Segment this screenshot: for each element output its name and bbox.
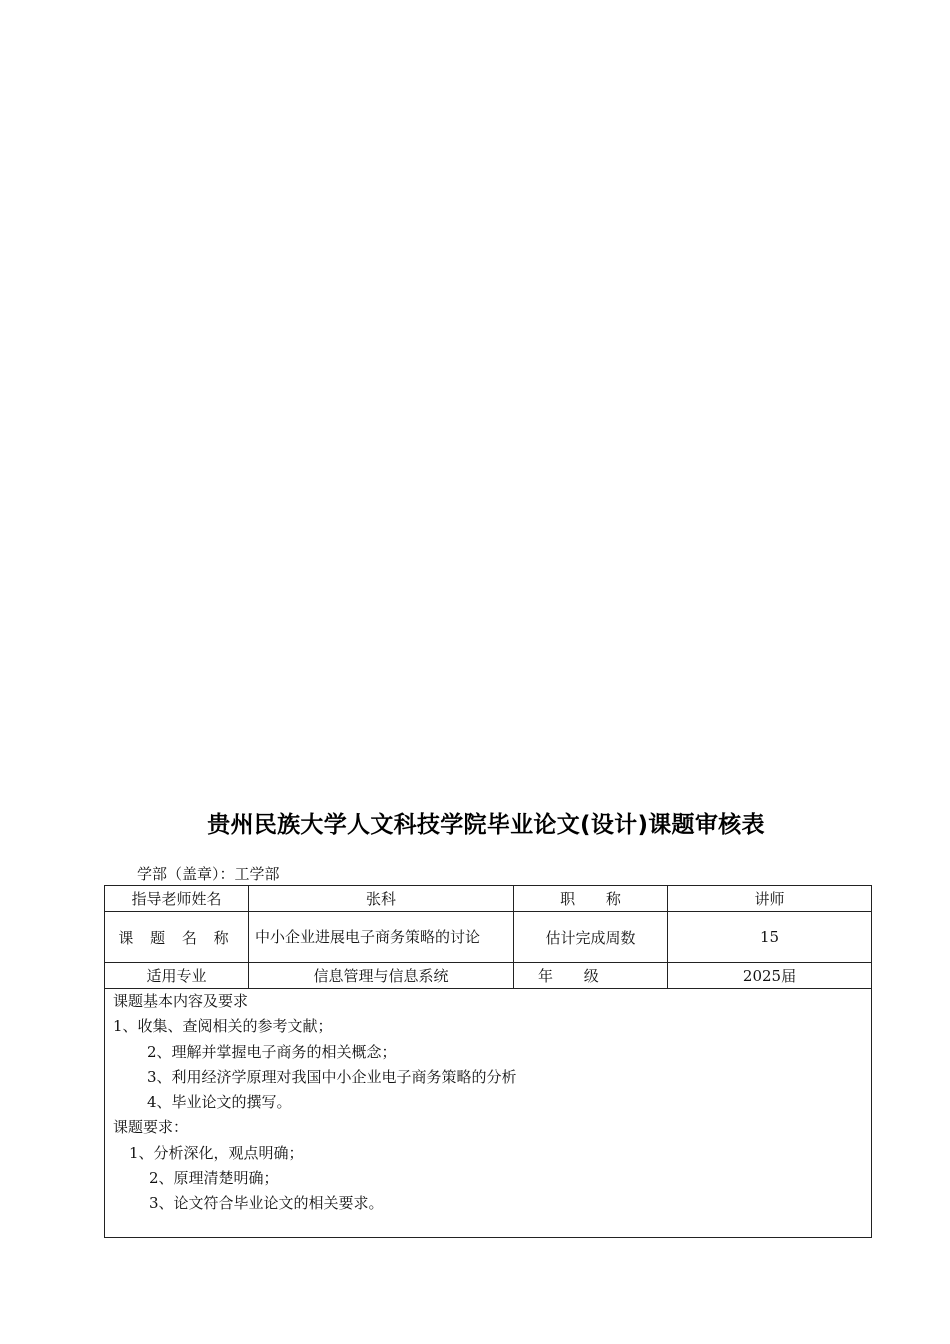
department-line: 学部（盖章）：工学部 — [137, 865, 280, 883]
job-title-label — [514, 886, 668, 912]
content-item: 3、利用经济学原理对我国中小企业电子商务策略的分析 — [147, 1067, 517, 1086]
table-row — [105, 912, 872, 963]
content-heading: 课题基本内容及要求 — [113, 992, 249, 1010]
weeks-value: 15 — [668, 912, 872, 963]
requirements-heading: 课题要求： — [113, 1118, 189, 1137]
requirement-item: 2、原理清楚明确； — [149, 1169, 279, 1188]
content-item: 1、收集、查阅相关的参考文献； — [113, 1017, 333, 1036]
table-row — [105, 963, 872, 989]
content-item: 4、毕业论文的撰写。 — [147, 1093, 292, 1112]
topic-value: 中小企业进展电子商务策略的讨论 — [249, 912, 514, 963]
weeks-label: 估计完成周数 — [514, 912, 668, 963]
table-row — [105, 886, 872, 912]
job-title-value: 讲师 — [668, 886, 872, 912]
document-title: 贵州民族大学人文科技学院毕业论文(设计)课题审核表 — [207, 812, 765, 838]
job-title-label-text: 职 称 — [560, 890, 621, 908]
topic-label-text: 课 题 名 称 — [118, 928, 235, 947]
requirement-item: 3、论文符合毕业论文的相关要求。 — [149, 1194, 384, 1213]
topic-label — [105, 912, 249, 963]
review-table — [104, 885, 872, 1238]
grade-value: 2025届 — [668, 963, 872, 989]
major-label: 适用专业 — [105, 963, 249, 989]
content-cell — [105, 989, 872, 1238]
major-value: 信息管理与信息系统 — [249, 963, 514, 989]
advisor-value: 张科 — [249, 886, 514, 912]
requirement-item: 1、分析深化，观点明确； — [129, 1143, 304, 1162]
advisor-label: 指导老师姓名 — [105, 886, 249, 912]
grade-label-text: 年 级 — [538, 967, 599, 985]
table-row — [105, 989, 872, 1238]
content-item: 2、理解并掌握电子商务的相关概念； — [147, 1042, 397, 1061]
grade-label — [514, 963, 668, 989]
